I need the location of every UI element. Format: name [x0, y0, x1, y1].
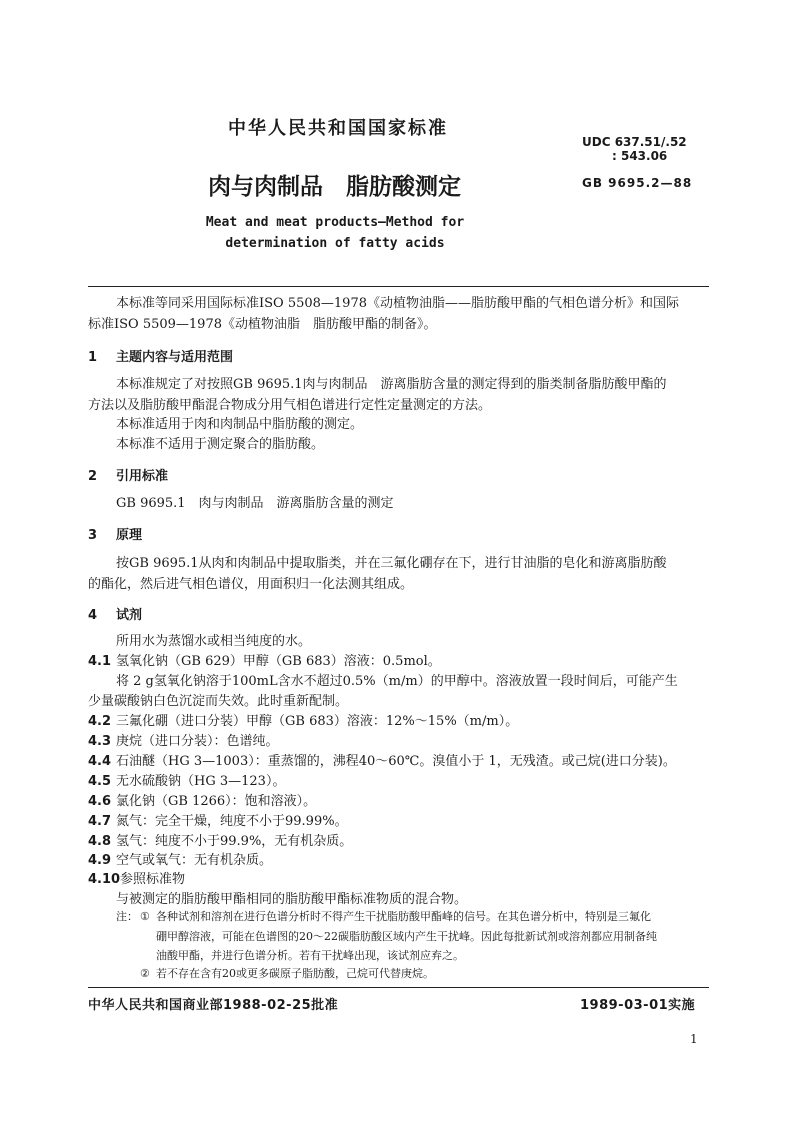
section-4-number: 4: [88, 608, 98, 623]
section-3-heading: [88, 524, 142, 543]
reagent-text: 参照标准物: [120, 872, 186, 887]
reagent-number: 4.9: [88, 853, 112, 868]
intro-line-1: 本标准等同采用国际标准ISO 5508—1978《动植物油脂——脂肪酸甲酯的气相色谱分析》和国际: [116, 296, 679, 311]
reagent-continuation: 将 2 g氢氧化钠溶于100mL含水不超过0.5%（m/m）的甲醇中。溶液放置一段时间后，可能产生: [116, 674, 678, 689]
reagent-number: 4.6: [88, 794, 112, 809]
reagent-text: 氢氧化钠（GB 629）甲醇（GB 683）溶液：0.5mol。: [116, 654, 441, 669]
reagent-number: 4.8: [88, 834, 112, 849]
reagent-item: [88, 732, 279, 751]
section-1-paragraph-line-1: 本标准规定了对按照GB 9695.1肉与肉制品 游离脂肪含量的测定得到的脂类制备脂肪酸甲酯的: [116, 377, 667, 392]
section-3-line-2: 的酯化，然后进气相色谱仪，用面积归一化法测其组成。: [88, 577, 414, 592]
section-3-title: 原理: [116, 528, 143, 543]
reagent-item: [88, 870, 185, 889]
reagent-number: 4.3: [88, 734, 112, 749]
udc-code: [582, 135, 687, 163]
reagent-item: [88, 851, 272, 870]
reagent-item: [88, 792, 316, 811]
note-1-line-1: 各种试剂和溶剂在进行色谱分析时不得产生干扰脂肪酸甲酯峰的信号。在其色谱分析中，特别是三氟化: [156, 910, 651, 923]
implementation-date: 1989-03-01实施: [580, 998, 696, 1013]
approval-line: 中华人民共和国商业部1988-02-25批准: [88, 998, 339, 1013]
udc-line-2: : 543.06: [612, 149, 668, 163]
english-title-line-2: determination of fatty acids: [225, 236, 445, 251]
section-1-paragraph-2: 本标准适用于肉和肉制品中脂肪酸的测定。: [116, 417, 364, 432]
reagent-item: [88, 712, 518, 731]
reagent-text: 氮气：完全干燥，纯度不小于99.99%。: [116, 814, 348, 829]
reagent-text: 氢气：纯度不小于99.9%，无有机杂质。: [116, 834, 353, 849]
reagent-text: 石油醚（HG 3—1003）：重蒸馏的，沸程40～60℃。溴值小于 1，无残渣。或己烷(进口分装)。: [116, 754, 676, 769]
gb-number: GB 9695.2—88: [582, 176, 693, 190]
section-2-number: 2: [88, 469, 98, 484]
section-2-reference: GB 9695.1 肉与肉制品 游离脂肪含量的测定: [116, 496, 394, 511]
section-1-title: 主题内容与适用范围: [116, 350, 234, 365]
note-2-line-1: 若不存在含有20或更多碳原子脂肪酸，己烷可代替庚烷。: [156, 967, 434, 980]
reagent-continuation: 与被测定的脂肪酸甲酯相同的脂肪酸甲酯标准物质的混合物。: [116, 892, 468, 907]
reagent-number: 4.1: [88, 654, 112, 669]
reagent-item: [88, 832, 352, 851]
section-1-number: 1: [88, 350, 98, 365]
reagent-text: 无水硫酸钠（HG 3—123）。: [116, 774, 286, 789]
note-2-marker: ②: [140, 967, 150, 980]
reagent-item: [88, 652, 441, 671]
reagent-text: 空气或氧气：无有机杂质。: [116, 853, 273, 868]
reagent-number: 4.7: [88, 814, 112, 829]
section-1-paragraph-line-2: 方法以及脂肪酸甲酯混合物成分用气相色谱进行定性定量测定的方法。: [88, 398, 492, 413]
english-title: [0, 212, 670, 254]
udc-line-1: UDC 637.51/.52: [582, 135, 687, 149]
footer-divider: [88, 987, 709, 988]
section-3-line-1: 按GB 9695.1从肉和肉制品中提取脂类，并在三氟化硼存在下，进行甘油脂的皂化和游离脂肪酸: [116, 556, 667, 571]
section-1-heading: [88, 346, 233, 365]
reagent-text: 三氟化硼（进口分装）甲醇（GB 683）溶液：12%～15%（m/m）。: [116, 714, 519, 729]
english-title-line-1: Meat and meat products—Method for: [205, 215, 465, 230]
document-title: 肉与肉制品 脂肪酸测定: [208, 174, 461, 200]
section-2-title: 引用标准: [116, 469, 169, 484]
note-1-line-2: 硼甲醇溶液，可能在色谱图的20～22碳脂肪酸区域内产生干扰峰。因此每批新试剂或溶剂都应用制备纯: [156, 930, 657, 943]
reagent-number: 4.5: [88, 774, 112, 789]
reagent-number: 4.2: [88, 714, 112, 729]
intro-line-2: 标准ISO 5509—1978《动植物油脂 脂肪酸甲酯的制备》。: [88, 317, 437, 332]
national-standard-heading: 中华人民共和国国家标准: [228, 118, 448, 139]
note-1-marker: ①: [140, 910, 150, 923]
reagent-number: 4.4: [88, 754, 112, 769]
reagent-continuation: 少量碳酸钠白色沉淀而失效。此时重新配制。: [88, 694, 349, 709]
section-4-heading: [88, 604, 142, 623]
note-label: 注：: [116, 910, 138, 923]
reagent-text: 氯化钠（GB 1266）：饱和溶液）。: [116, 794, 317, 809]
reagent-text: 庚烷（进口分装）：色谱纯。: [116, 734, 279, 749]
section-3-number: 3: [88, 528, 98, 543]
page-number: 1: [690, 1032, 698, 1046]
reagent-number: 4.10: [88, 872, 121, 887]
reagent-item: [88, 772, 285, 791]
section-4-intro: 所用水为蒸馏水或相当纯度的水。: [116, 634, 312, 649]
reagent-item: [88, 812, 348, 831]
note-1-line-3: 油酸甲酯，并进行色谱分析。若有干扰峰出现，该试剂应弃之。: [156, 949, 464, 962]
section-2-heading: [88, 465, 168, 484]
reagent-item: [88, 752, 676, 771]
header-divider: [88, 286, 709, 287]
section-1-paragraph-3: 本标准不适用于测定聚合的脂肪酸。: [116, 437, 325, 452]
section-4-title: 试剂: [116, 608, 143, 623]
